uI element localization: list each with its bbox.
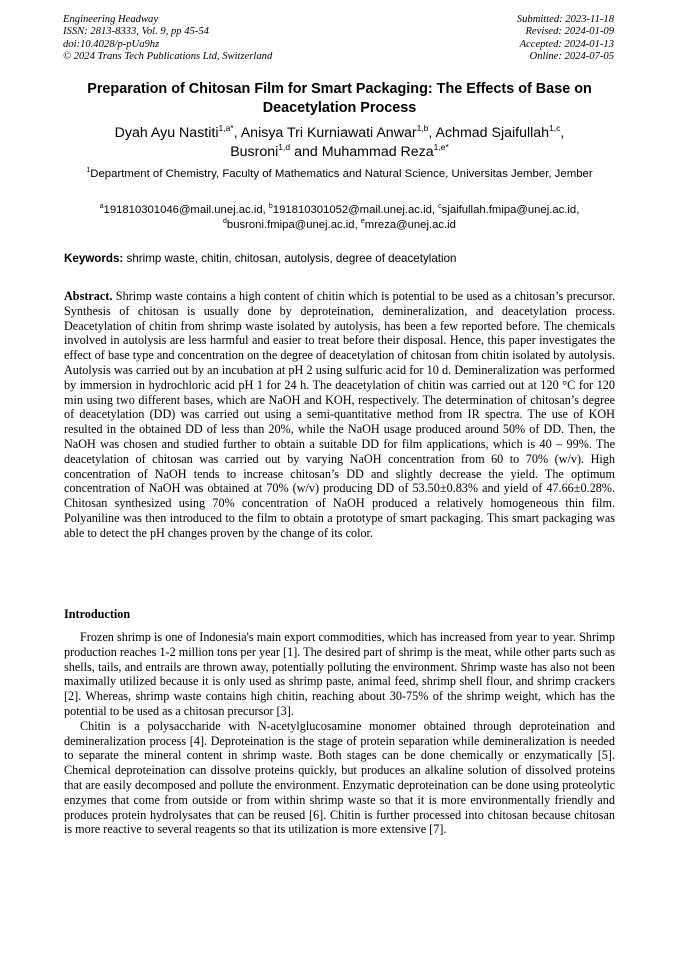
- author-list: [64, 124, 615, 162]
- paragraph: Frozen shrimp is one of Indonesia's main export commodities, which has increased from year to year. Shrimp production reaches 1-2 million tons per year [1]. The desired part of shrimp is the meat, while other parts such as shells, tails, and entrails are thrown away, potentially polluting the environment. Shrimp waste has also not been maximally utilized because it is only used as shrimp paste, animal feed, shrimp shell flour, and shrimp crackers [2]. Whereas, shrimp waste contains high chitin, reaching about 30-75% of the shrimp weight, which has the potential to be used as a chitosan precursor [3].: [64, 630, 615, 718]
- author-separator: ,: [560, 125, 565, 141]
- date-accepted: Accepted: 2024-01-13: [519, 38, 614, 50]
- author-affil-mark: 1,c: [549, 123, 561, 133]
- email-list: [64, 203, 615, 233]
- email-mark: a: [99, 203, 104, 210]
- paper-title: Preparation of Chitosan Film for Smart Packaging: The Effects of Base on Deacetylation Process: [87, 81, 592, 116]
- author-name: Achmad Sjaifullah: [435, 125, 550, 141]
- author-separator: and: [290, 144, 322, 160]
- date-revised: Revised: 2024-01-09: [525, 26, 614, 38]
- keywords: [64, 251, 615, 266]
- date-submitted: Submitted: 2023-11-18: [516, 14, 614, 25]
- section-heading-introduction: Introduction: [64, 607, 131, 621]
- abstract-text: Shrimp waste contains a high content of chitin which is potential to be used as a chitosan’s precursor. Synthesis of chitosan is usually done by deproteination, demineralization, and deacetylation process. Deacetylation of chitin from shrimp waste isolated by autolysis, has been a few reported before. The chemicals involved in autolysis are less harmful and easier to treat before their disposal. Hence, this paper investigates the effect of base type and concentration on the degree of deacetylation of chitosan from chitin isolated by autolysis. Autolysis was carried out by an incubation at pH 2 using sulfuric acid for 10 d. Demineralization was performed by immersion in hydrochloric acid pH 1 for 24 h. The deacetylation of chitin was carried out at 120 °C for 120 min using two different bases, which are NaOH and KOH, respectively. The determination of chitosan’s degree of deacetylation (DD) was carried out using a semi-quantitative method from IR spectra. The use of KOH resulted in the obtained DD of less than 20%, while the NaOH usage produced around 50% of DD. Then, the NaOH was chosen and studied further to obtain a suitable DD for film applications, which is 40 – 99%. The deacetylation of chitosan was carried out by varying NaOH concentration from 60 to 70% (w/v). High concentration of NaOH tends to increase chitosan’s DD and slightly decrease the yield. The optimum concentration of NaOH was obtained at 70% (w/v) producing DD of 53.50±0.83% and yield of 47.66±0.28%. Chitosan synthesized using 70% concentration of NaOH produced a relatively homogeneous thin film. Polyaniline was then introduced to the film to obtain a prototype of smart packaging. This smart packaging was able to detect the pH changes proven by the change of its color.: [64, 289, 615, 540]
- journal-issn: ISSN: 2813-8333, Vol. 9, pp 45-54: [63, 26, 209, 38]
- keywords-label: Keywords:: [64, 252, 124, 265]
- abstract: [64, 289, 615, 541]
- journal-info: [63, 14, 272, 64]
- affiliation: [64, 166, 615, 183]
- author-name: Dyah Ayu Nastiti: [114, 125, 219, 141]
- journal-doi[interactable]: doi:10.4028/p-pUa9hz: [63, 38, 160, 50]
- email-address[interactable]: sjaifullah.fmipa@unej.ac.id,: [441, 204, 580, 216]
- email-mark: e: [360, 218, 365, 225]
- affiliation-mark: 1: [86, 167, 91, 174]
- author-name: Muhammad Reza: [321, 144, 434, 160]
- paragraph: Chitin is a polysaccharide with N-acetylglucosamine monomer obtained through deproteination and demineralization process [4]. Deproteination is the stage of protein separation while demineralization is needed to separate the mineral content in shrimp waste. Both stages can be done chemically or enzymatically [5]. Chemical deproteination can dissolve proteins quickly, but produces an alkaline solution of dissolved proteins that are easily decomposed and pollute the environment. Enzymatic deproteination can be done using proteolytic enzymes that come from outside or from within shrimp waste so that it is more environmentally friendly and produces protein hydrolysates that can be reused [6]. Chitin is further processed into chitosan because chitosan is more reactive to several reagents so that its utilization is more extensive [7].: [64, 718, 615, 837]
- author-separator: ,: [428, 125, 436, 141]
- email-address[interactable]: 191810301052@mail.unej.ac.id,: [272, 204, 436, 216]
- author-affil-mark: 1,d: [278, 142, 291, 152]
- affiliation-text: Department of Chemistry, Faculty of Mathematics and Natural Science, Universitas Jember, Jember: [90, 168, 593, 180]
- author-separator: ,: [233, 125, 241, 141]
- journal-copyright: © 2024 Trans Tech Publications Ltd, Switzerland: [63, 51, 273, 63]
- email-address[interactable]: 191810301046@mail.unej.ac.id,: [103, 204, 266, 216]
- author-name: Busroni: [230, 144, 279, 160]
- date-online: Online: 2024-07-05: [529, 51, 614, 63]
- journal-name: Engineering Headway: [63, 14, 159, 25]
- author-affil-mark: 1,a*: [218, 123, 234, 133]
- email-mark: d: [223, 218, 227, 225]
- author-affil-mark: 1,e*: [433, 142, 449, 152]
- keywords-text: shrimp waste, chitin, chitosan, autolysis, degree of deacetylation: [126, 252, 457, 265]
- author-affil-mark: 1,b: [416, 123, 429, 133]
- email-mark: b: [268, 203, 273, 210]
- publication-dates: [517, 14, 614, 64]
- abstract-label: Abstract.: [64, 289, 113, 303]
- author-name: Anisya Tri Kurniawati Anwar: [240, 125, 417, 141]
- introduction-body: [64, 630, 615, 837]
- email-address[interactable]: busroni.fmipa@unej.ac.id,: [226, 219, 358, 231]
- email-address[interactable]: mreza@unej.ac.id: [364, 219, 456, 231]
- email-mark: c: [438, 203, 442, 210]
